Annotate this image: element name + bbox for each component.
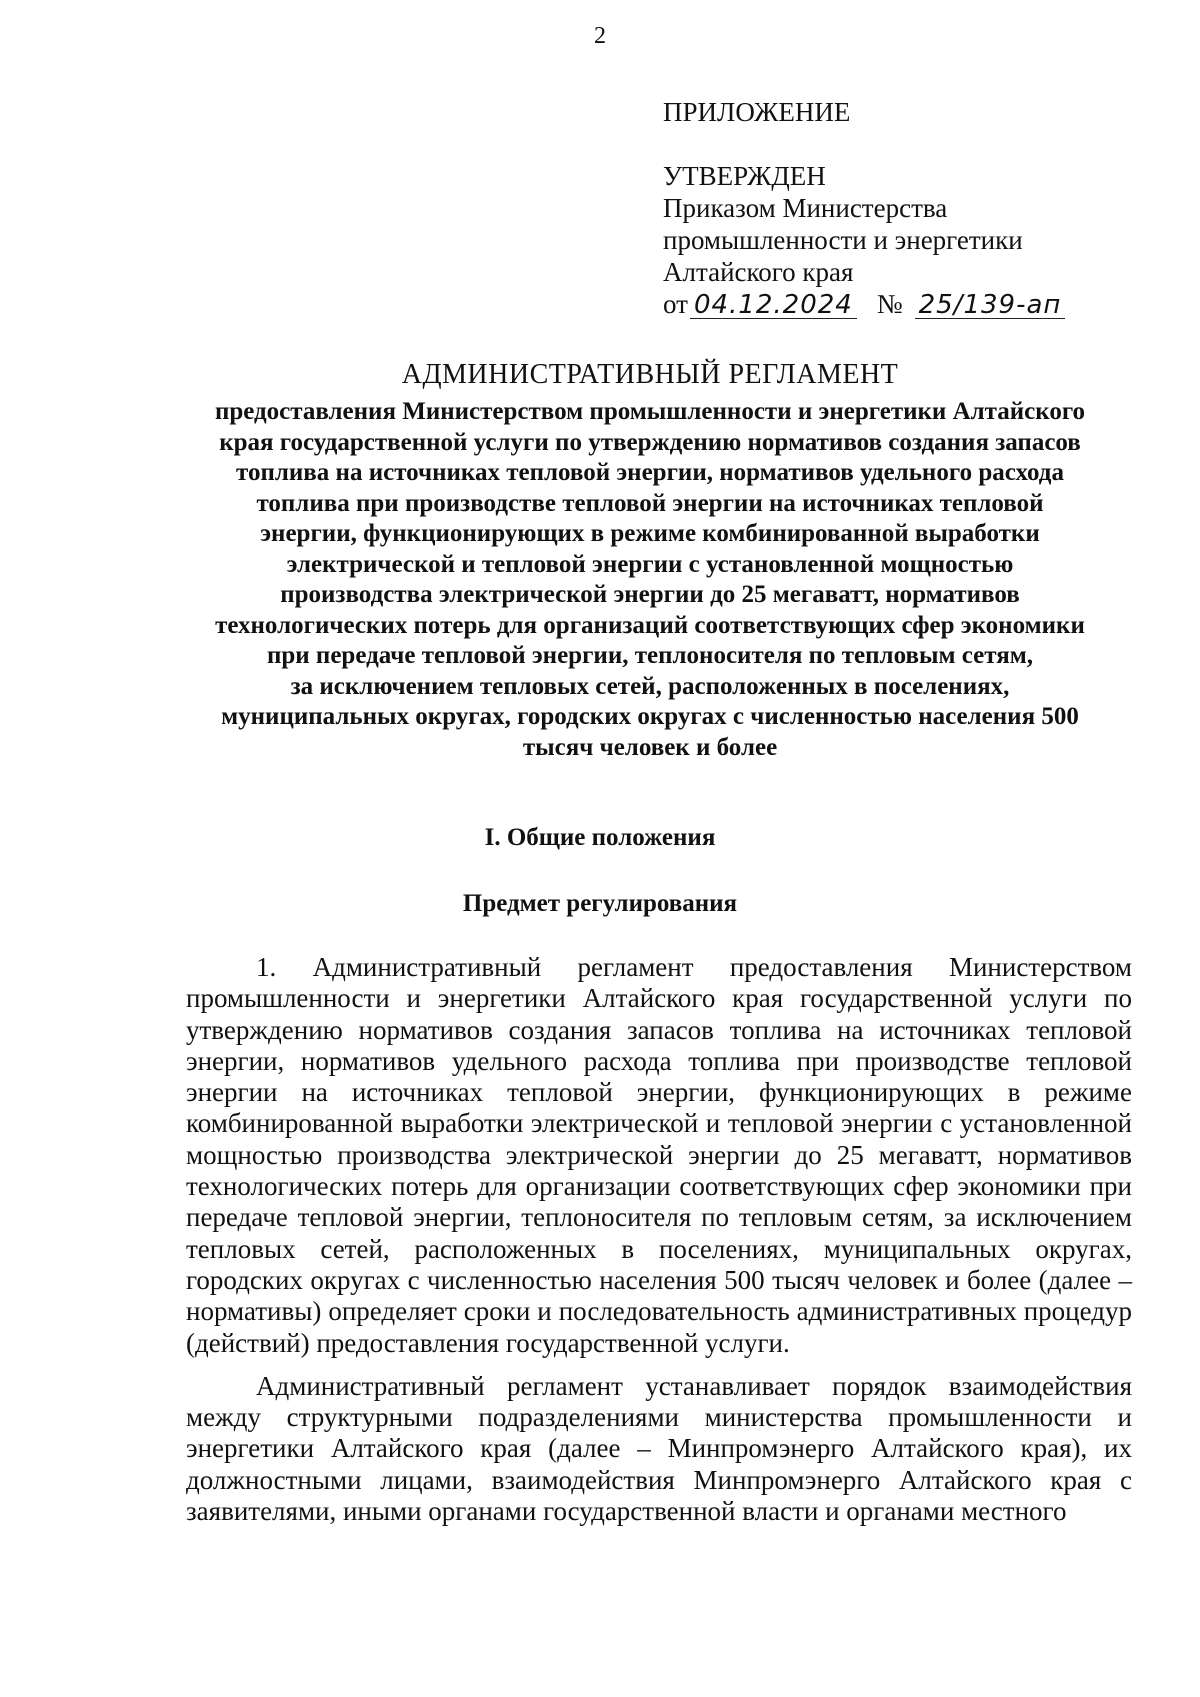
subtitle-line: производства электрической энергии до 25 мегаватт, нормативов xyxy=(280,581,1020,608)
paragraph: Административный регламент устанавливает порядок взаимодействия между структурными подразделениями министерства промышленности и энергетики Алтайского края (далее – Минпромэнерго Алтайского края), их должностными лицами, взаимодействия Минпромэнерго Алтайского края с заявителями, иными органами государственной власти и органами местного xyxy=(186,1370,1132,1527)
approval-block xyxy=(663,96,1163,320)
approval-order-line-1: Приказом Министерства xyxy=(663,193,948,223)
appendix-label: ПРИЛОЖЕНИЕ xyxy=(663,97,851,127)
subsection-heading: Предмет регулирования xyxy=(462,890,738,917)
subtitle-line: электрической и тепловой энергии с установленной мощностью xyxy=(286,550,1014,578)
subtitle-line: технологических потерь для организаций соответствующих сфер экономики xyxy=(215,611,1085,639)
handwritten-order-number: 25/139-ап xyxy=(915,292,1066,319)
subtitle-line: предоставления Министерством промышленности и энергетики Алтайского xyxy=(214,398,1086,425)
approval-order-line-3: Алтайского края xyxy=(663,257,854,287)
paragraph: 1. Административный регламент предоставления Министерством промышленности и энергетики Алтайского края государственной услуги по утверждению нормативов создания запасов топлива на источниках тепловой энергии, нормативов удельного расхода топлива при производстве тепловой энергии на источниках тепловой энергии, функционирующих в режиме комбинированной выработки электрической и тепловой энергии с установленной мощностью производства электрической энергии до 25 мегаватт, нормативов технологических потерь для организации соответствующих сфер экономики при передаче тепловой энергии, теплоносителя по тепловым сетям, за исключением тепловых сетей, расположенных в поселениях, муниципальных округах, городских округах с численностью населения 500 тысяч человек и более (далее – нормативы) определяет сроки и последовательность административных процедур (действий) предоставления государственной услуги. xyxy=(186,952,1132,1358)
subtitle-line: энергии, функционирующих в режиме комбинированной выработки xyxy=(260,520,1040,547)
approval-date-number-line xyxy=(663,288,1163,320)
approved-label: УТВЕРЖДЕН xyxy=(663,161,826,191)
section-heading: I. Общие положения xyxy=(484,824,716,851)
subtitle-line: топлива при производстве тепловой энергии на источниках тепловой xyxy=(256,489,1044,517)
handwritten-date: 04.12.2024 xyxy=(690,292,857,319)
approval-order-line-2: промышленности и энергетики xyxy=(663,225,1023,255)
number-sign: № xyxy=(876,289,903,319)
body-text xyxy=(186,952,1132,1527)
subtitle-line: за исключением тепловых сетей, расположенных в поселениях, xyxy=(290,672,1010,700)
date-prefix: от xyxy=(663,289,688,319)
document-title: АДМИНИСТРАТИВНЫЙ РЕГЛАМЕНТ xyxy=(401,359,899,390)
page-number: 2 xyxy=(594,23,606,49)
document-subtitle xyxy=(170,397,1130,763)
subtitle-line: топлива на источниках тепловой энергии, нормативов удельного расхода xyxy=(236,459,1064,486)
subtitle-line: муниципальных округах, городских округах с численностью населения 500 xyxy=(221,703,1079,730)
subtitle-line: при передаче тепловой энергии, теплоносителя по тепловым сетям, xyxy=(266,642,1034,669)
subtitle-line: края государственной услуги по утверждению нормативов создания запасов xyxy=(219,428,1081,456)
document-title-block xyxy=(170,357,1130,763)
subtitle-line: тысяч человек и более xyxy=(522,733,778,761)
